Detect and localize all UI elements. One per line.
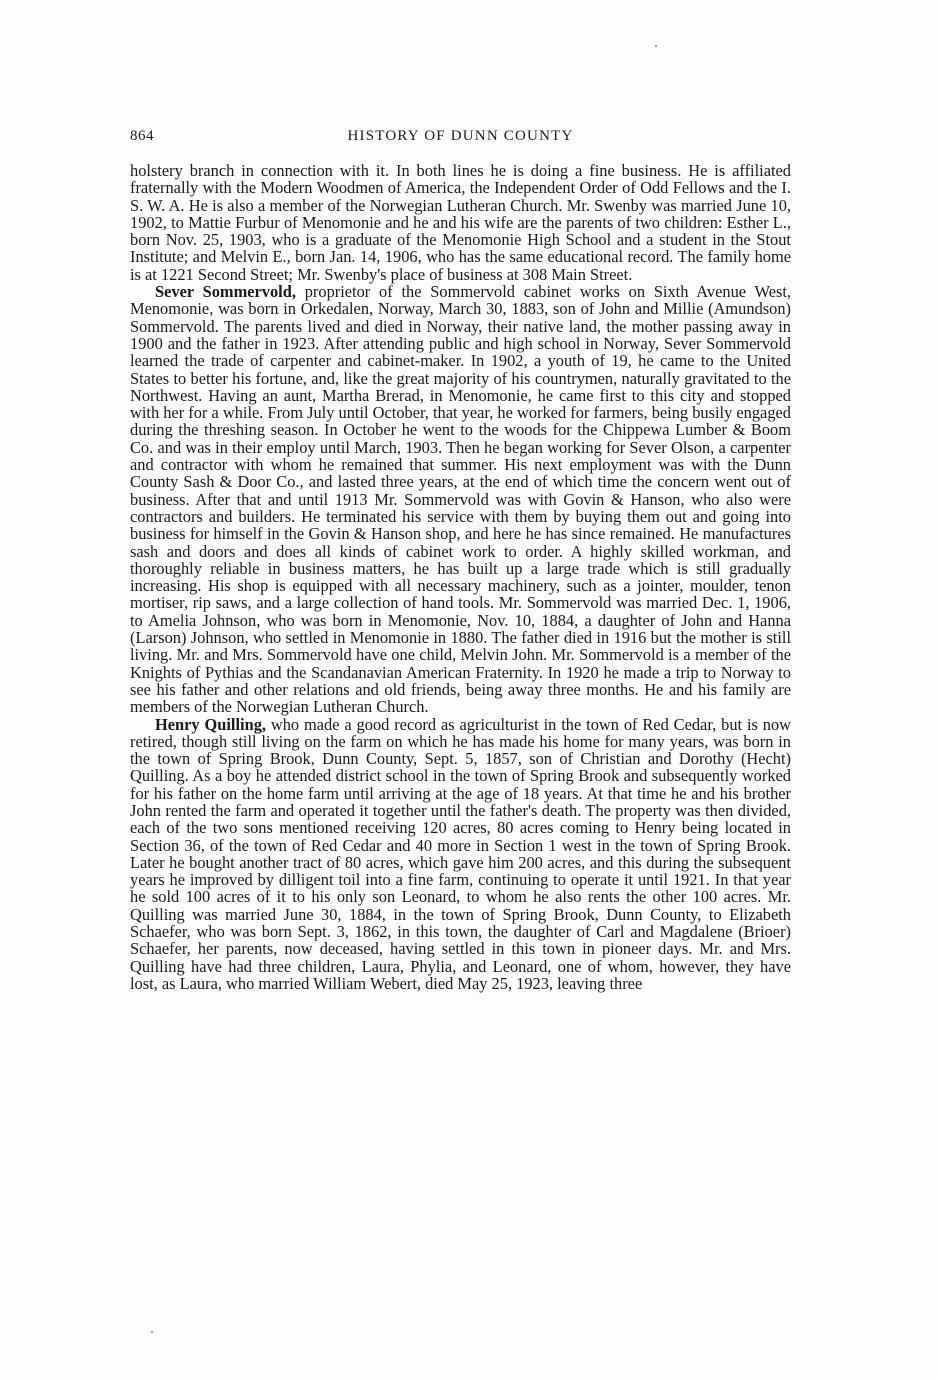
paragraph-henry-quilling <box>130 716 791 993</box>
paragraph-sever-sommervold <box>130 283 791 715</box>
running-title: HISTORY OF DUNN COUNTY <box>347 128 574 144</box>
paragraph-continuation <box>130 162 791 283</box>
page-number: 864 <box>130 128 154 144</box>
running-head <box>130 128 791 150</box>
paragraph-text: holstery branch in connection with it. In both lines he is doing a fine business. He is affiliated fraternally with the Modern Woodmen of America, the Independent Order of Odd Fellows and the I. S. W. A. He is also a member of the Norwegian Lutheran Church. Mr. Swenby was married June 10, 1902, to Mattie Furbur of Menomonie and he and his wife are the parents of two children: Esther L., born Nov. 25, 1903, who is a graduate of the Menomonie High School and a student in the Stout Institute; and Melvin E., born Jan. 14, 1906, who has the same educational record. The family home is at 1221 Second Street; Mr. Swenby's place of business at 308 Main Street. <box>130 161 791 284</box>
biography-name: Henry Quilling, <box>155 714 266 734</box>
body-text <box>130 162 791 992</box>
paragraph-text: proprietor of the Sommervold cabinet works on Sixth Avenue West, Menomonie, was born in Orkedalen, Norway, March 30, 1883, son of John and Millie (Amundson) Sommervold. The parents lived and died in Norway, their native land, the mother passing away in 1900 and the father in 1923. After attending public and high school in Norway, Sever Sommervold learned the trade of carpenter and cabinet-maker. In 1902, a youth of 19, he came to the United States to better his fortune, and, like the great majority of his countrymen, naturally gravitated to the Northwest. Having an aunt, Martha Brerad, in Menomonie, he came first to this city and stopped with her for a while. From July until October, that year, he worked for farmers, being busily engaged during the threshing season. In October he went to the woods for the Chippewa Lumber & Boom Co. and was in their employ until March, 1903. Then he began working for Sever Olson, a carpenter and contractor with whom he remained that summer. His next employment was with the Dunn County Sash & Door Co., and lasted three years, at the end of which time the concern went out of business. After that and until 1913 Mr. Sommervold was with Govin & Hanson, who also were contractors and builders. He terminated his service with them by buying them out and going into business for himself in the Govin & Hanson shop, and here he has since remained. He manufactures sash and doors and does all kinds of cabinet work to order. A highly skilled workman, and thoroughly reliable in business matters, he has built up a large trade which is still gradually increasing. His shop is equipped with all necessary machinery, such as a jointer, moulder, tenon mortiser, rip saws, and a large collection of hand tools. Mr. Sommervold was married Dec. 1, 1906, to Amelia Johnson, who was born in Menomonie, Nov. 10, 1884, a daughter of John and Hanna (Larson) Johnson, who settled in Menomonie in 1880. The father died in 1916 but the mother is still living. Mr. and Mrs. Sommervold have one child, Melvin John. Mr. Sommervold is a member of the Knights of Pythias and the Scandanavian American Fraternity. In 1920 he made a trip to Norway to see his father and other relations and old friends, being away three months. He and his family are members of the Norwegian Lutheran Church. <box>130 282 791 717</box>
paragraph-text: who made a good record as agriculturist in the town of Red Cedar, but is now retired, though still living on the farm on which he has made his home for many years, was born in the town of Spring Brook, Dunn County, Sept. 5, 1857, son of Christian and Dorothy (Hecht) Quilling. As a boy he attended district school in the town of Spring Brook and subsequently worked for his father on the home farm until arriving at the age of 18 years. At that time he and his brother John rented the farm and operated it together until the father's death. The property was then divided, each of the two sons mentioned receiving 120 acres, 80 acres coming to Henry being located in Section 36, of the town of Red Cedar and 40 more in Section 1 west in the town of Spring Brook. Later he bought another tract of 80 acres, which gave him 200 acres, and this during the subsequent years he improved by dilligent toil into a fine farm, continuing to operate it until 1921. In that year he sold 100 acres of it to his only son Leonard, to whom he also rents the other 100 acres. Mr. Quilling was married June 30, 1884, in the town of Spring Brook, Dunn County, to Elizabeth Schaefer, who was born Sept. 3, 1862, in this town, the daughter of Carl and Magdalene (Brioer) Schaefer, her parents, now deceased, having settled in this town in pioneer days. Mr. and Mrs. Quilling have had three children, Laura, Phylia, and Leonard, one of whom, however, they have lost, as Laura, who married William Webert, died May 25, 1923, leaving three <box>130 714 792 993</box>
paper-speck <box>655 45 657 47</box>
paper-speck <box>151 1331 153 1333</box>
biography-name: Sever Sommervold, <box>155 282 296 302</box>
